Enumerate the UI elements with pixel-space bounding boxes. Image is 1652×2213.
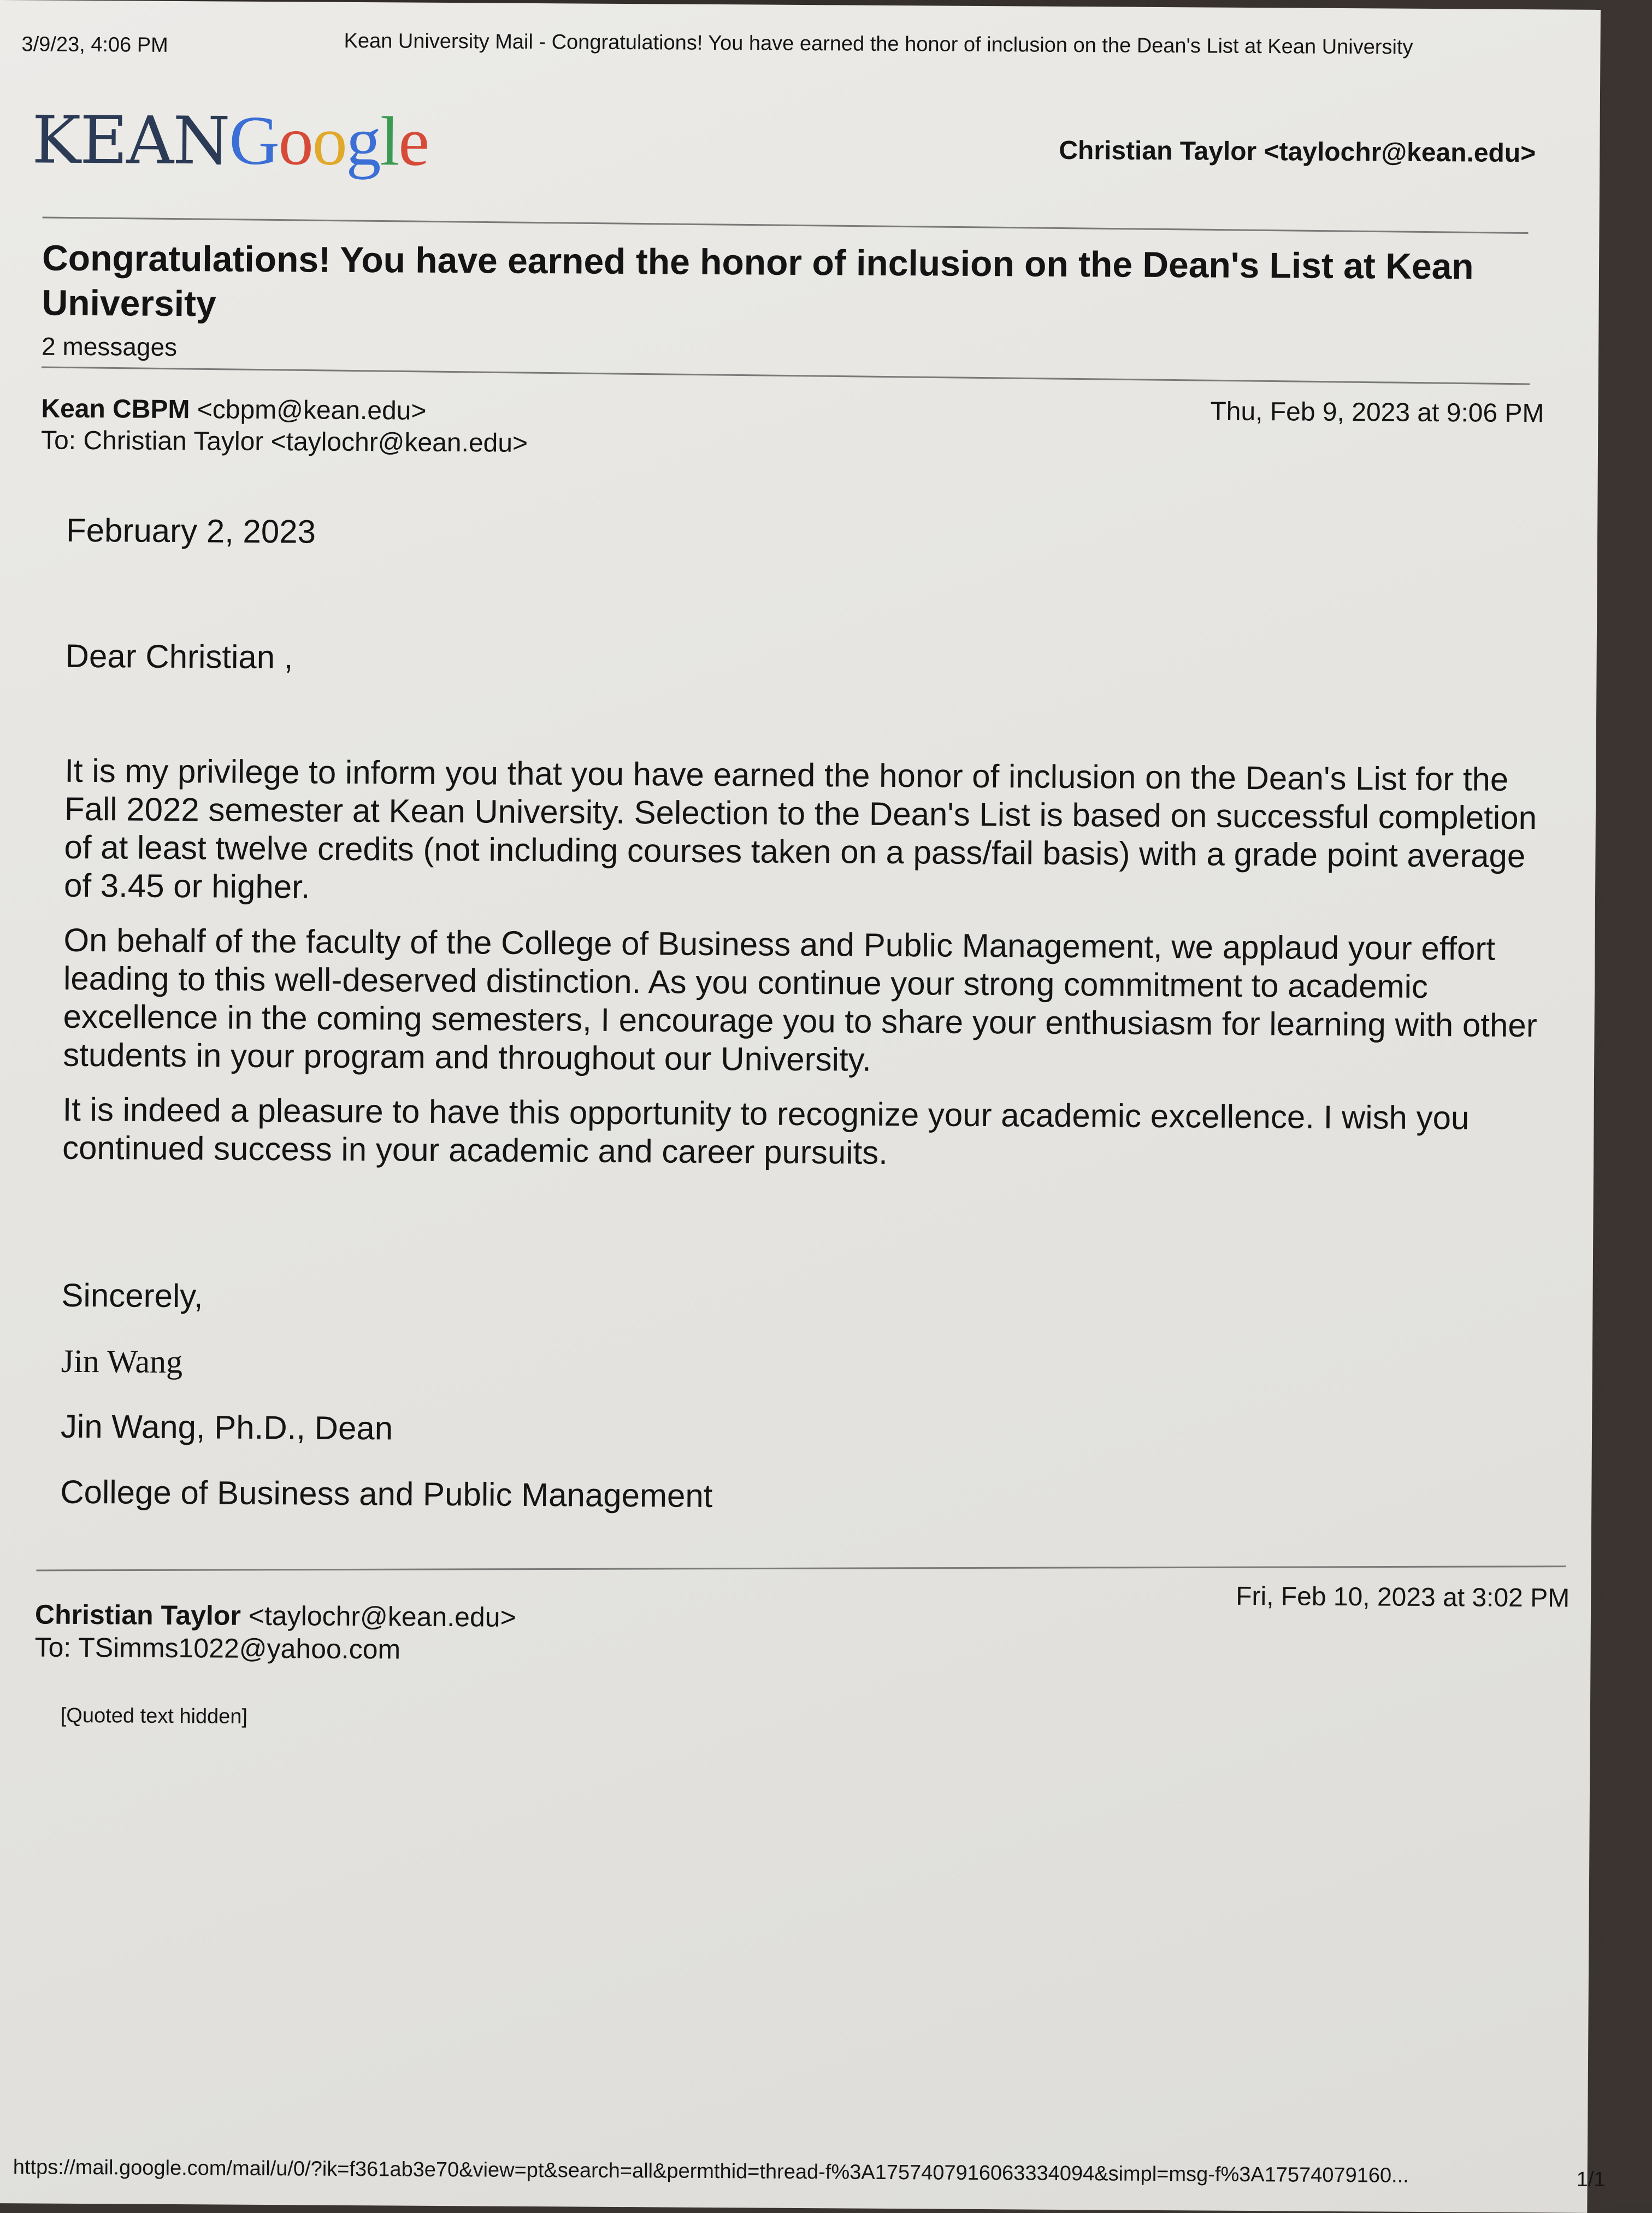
kean-google-logo — [32, 101, 429, 180]
letter-date: February 2, 2023 — [66, 511, 316, 550]
logo-google-letter: e — [398, 102, 429, 180]
message1-timestamp: Thu, Feb 9, 2023 at 9:06 PM — [1210, 397, 1544, 428]
logo-google-letter: o — [312, 102, 347, 180]
account-identity: Christian Taylor <taylochr@kean.edu> — [1059, 136, 1536, 168]
letter-paragraph: It is indeed a pleasure to have this opportunity to recognize your academic excellence. I wish you continued success in your academic and career pursuits. — [62, 1091, 1470, 1171]
letter-signature: Jin Wang — [61, 1343, 183, 1380]
logo-google-letter: g — [346, 102, 381, 180]
message-divider — [36, 1565, 1566, 1571]
letter-greeting: Dear Christian , — [65, 637, 293, 676]
print-date-time: 3/9/23, 4:06 PM — [21, 33, 168, 57]
message2-timestamp: Fri, Feb 10, 2023 at 3:02 PM — [1236, 1581, 1570, 1613]
print-page-number: 1/1 — [1576, 2168, 1606, 2192]
logo-kean-text: KEAN — [32, 102, 229, 180]
print-footer-url: https://mail.google.com/mail/u/0/?ik=f361ab3e70&view=pt&search=all&permthid=thread-f%3A1757407916063334094&simpl=msg-f%3A17574079160... — [13, 2156, 1409, 2187]
letter-closing: Sincerely, — [61, 1276, 203, 1315]
header-divider — [43, 216, 1529, 233]
message2-sender — [35, 1598, 516, 1633]
message2-sender-email: <taylochr@kean.edu> — [248, 1600, 516, 1633]
message1-sender-name: Kean CBPM — [41, 394, 190, 425]
logo-google-letter: G — [228, 101, 279, 180]
quoted-text-toggle[interactable]: [Quoted text hidden] — [60, 1704, 248, 1728]
message-count: 2 messages — [41, 332, 178, 361]
logo-google-text — [229, 102, 429, 180]
signer-department: College of Business and Public Management — [60, 1473, 713, 1515]
logo-google-letter: l — [380, 102, 399, 180]
letter-paragraph: It is my privilege to inform you that you have earned the honor of inclusion on the Dean's List for the Fall 2022 semester at Kean University. Selection to the Dean's List is based on successful completion of at least twelve credits (not including courses taken on a pass/fail basis) with a grade point average of 3.45 or higher. — [63, 752, 1537, 905]
message1-sender — [41, 393, 426, 426]
logo-google-letter: o — [278, 102, 313, 180]
subject-divider — [42, 366, 1530, 385]
message1-recipient: To: Christian Taylor <taylochr@kean.edu> — [40, 426, 528, 458]
message2-recipient: To: TSimms1022@yahoo.com — [34, 1632, 401, 1665]
message2-sender-name: Christian Taylor — [34, 1599, 241, 1631]
print-page-title: Kean University Mail - Congratulations! You have earned the honor of inclusion on the Dean's List at Kean University — [344, 29, 1413, 59]
signer-title: Jin Wang, Ph.D., Dean — [60, 1408, 393, 1447]
thread-subject: Congratulations! You have earned the honor of inclusion on the Dean's List at Kean University — [42, 237, 1474, 324]
message1-sender-email: <cbpm@kean.edu> — [197, 395, 427, 426]
letter-paragraph: On behalf of the faculty of the College of Business and Public Management, we applaud your effort leading to this well-deserved distinction. As you continue your strong commitment to academic excellence in the coming semesters, I encourage you to share your enthusiasm for learning with other students in your program and throughout our University. — [63, 921, 1537, 1078]
